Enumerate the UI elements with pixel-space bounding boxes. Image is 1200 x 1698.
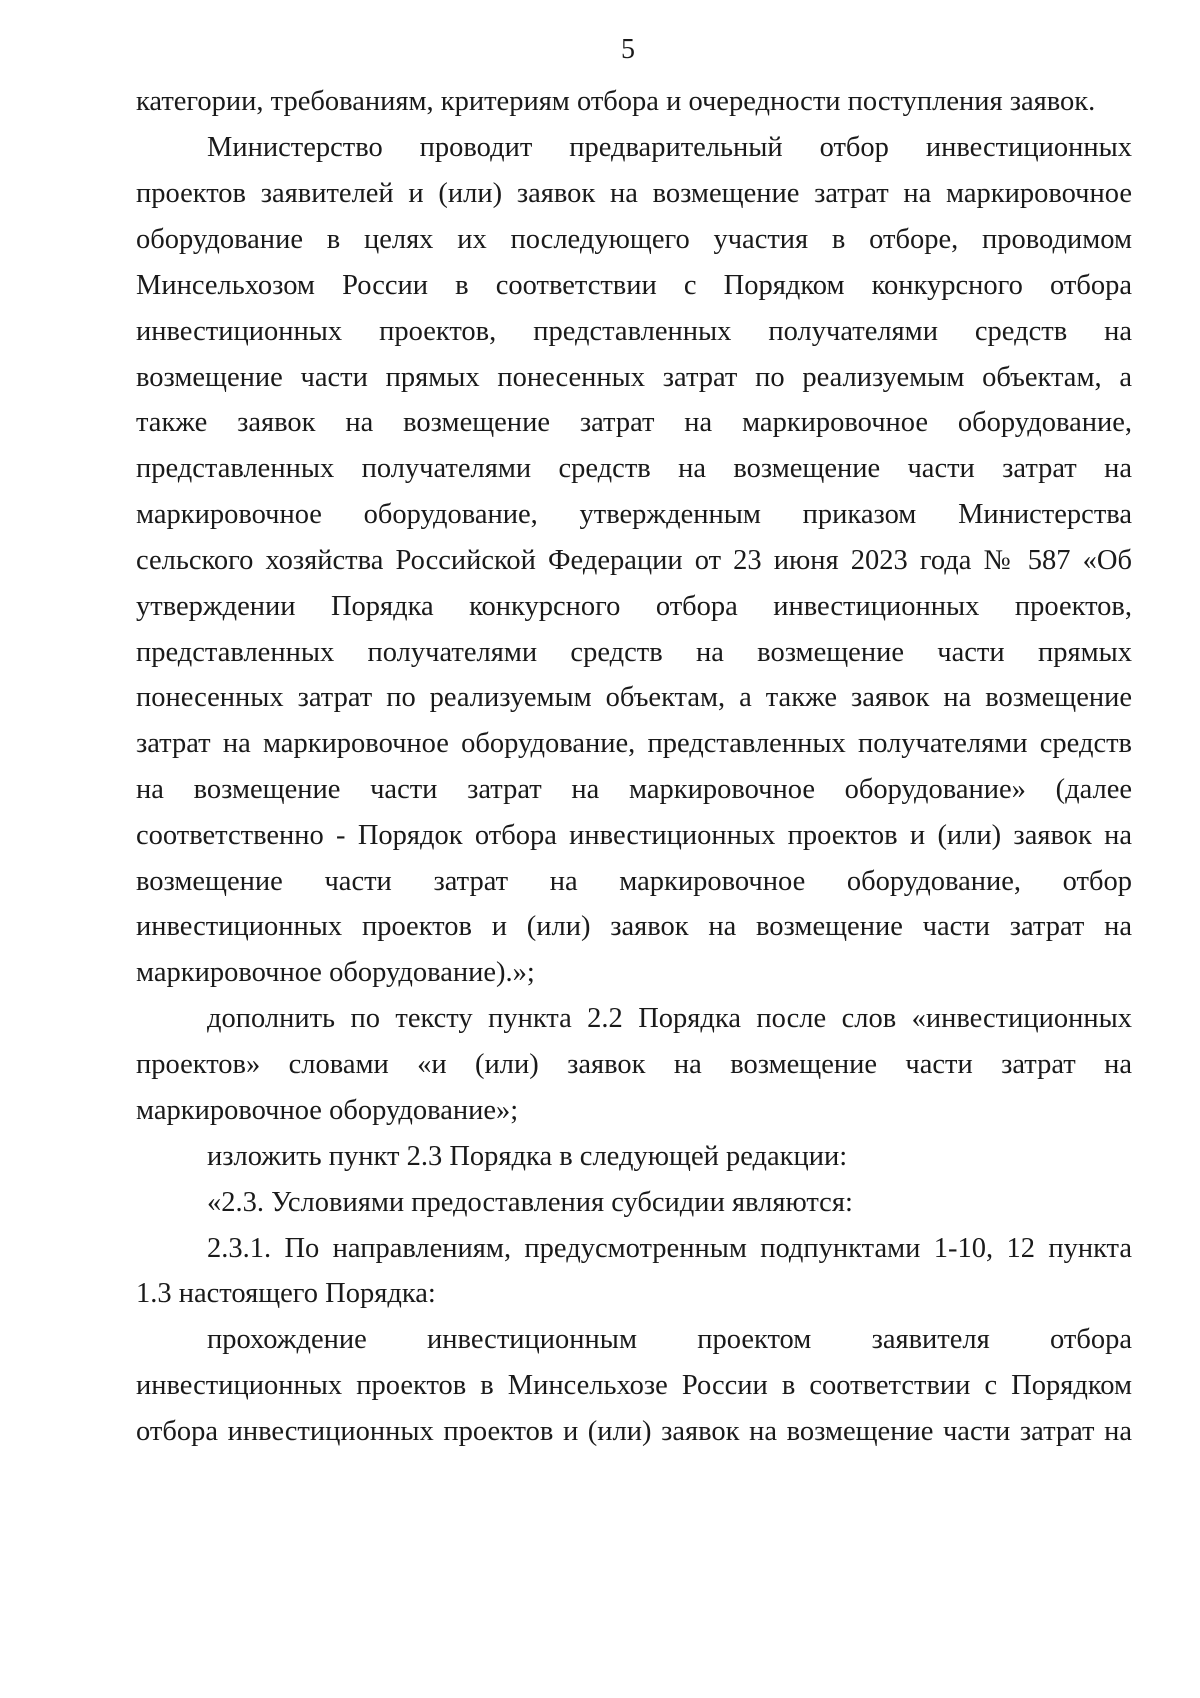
text-line: возмещение части прямых понесенных затрат по реализуемым объектам, а — [136, 362, 1132, 393]
text-line: «2.3. Условиями предоставления субсидии являются: — [207, 1187, 853, 1218]
text-line: соответственно - Порядок отбора инвестиционных проектов и (или) заявок на — [136, 820, 1132, 851]
text-line: сельского хозяйства Российской Федерации от 23 июня 2023 года № 587 «Об — [136, 545, 1132, 576]
text-line: оборудование в целях их последующего участия в отборе, проводимом — [136, 224, 1132, 255]
text-line: возмещение части затрат на маркировочное оборудование, отбор — [136, 866, 1132, 897]
text-line: отбора инвестиционных проектов и (или) заявок на возмещение части затрат на — [136, 1416, 1132, 1447]
text-line: прохождение инвестиционным проектом заявителя отбора — [207, 1324, 1132, 1355]
text-line: Минсельхозом России в соответствии с Порядком конкурсного отбора — [136, 270, 1132, 301]
text-line: понесенных затрат по реализуемым объектам, а также заявок на возмещение — [136, 682, 1132, 713]
text-line: маркировочное оборудование).»; — [136, 957, 535, 988]
text-line: затрат на маркировочное оборудование, представленных получателями средств — [136, 728, 1132, 759]
text-line: также заявок на возмещение затрат на маркировочное оборудование, — [136, 407, 1132, 438]
text-line: маркировочное оборудование, утвержденным приказом Министерства — [136, 499, 1132, 530]
text-line: инвестиционных проектов в Минсельхозе России в соответствии с Порядком — [136, 1370, 1132, 1401]
text-line: 2.3.1. По направлениям, предусмотренным подпунктами 1-10, 12 пункта — [207, 1233, 1132, 1264]
text-line: проектов» словами «и (или) заявок на возмещение части затрат на — [136, 1049, 1132, 1080]
text-line: Министерство проводит предварительный отбор инвестиционных — [207, 132, 1132, 163]
text-line: проектов заявителей и (или) заявок на возмещение затрат на маркировочное — [136, 178, 1132, 209]
text-line: утверждении Порядка конкурсного отбора инвестиционных проектов, — [136, 591, 1132, 622]
text-line: инвестиционных проектов, представленных получателями средств на — [136, 316, 1132, 347]
text-line: на возмещение части затрат на маркировочное оборудование» (далее — [136, 774, 1132, 805]
text-line: 1.3 настоящего Порядка: — [136, 1278, 436, 1309]
text-line: представленных получателями средств на возмещение части затрат на — [136, 453, 1132, 484]
text-line: маркировочное оборудование»; — [136, 1095, 519, 1126]
text-line: категории, требованиям, критериям отбора и очередности поступления заявок. — [136, 86, 1096, 117]
text-line: изложить пункт 2.3 Порядка в следующей редакции: — [207, 1141, 848, 1172]
text-line: инвестиционных проектов и (или) заявок на возмещение части затрат на — [136, 911, 1132, 942]
text-line: представленных получателями средств на возмещение части прямых — [136, 637, 1132, 668]
page-number: 5 — [621, 34, 635, 65]
text-line: дополнить по тексту пункта 2.2 Порядка после слов «инвестиционных — [207, 1003, 1132, 1034]
